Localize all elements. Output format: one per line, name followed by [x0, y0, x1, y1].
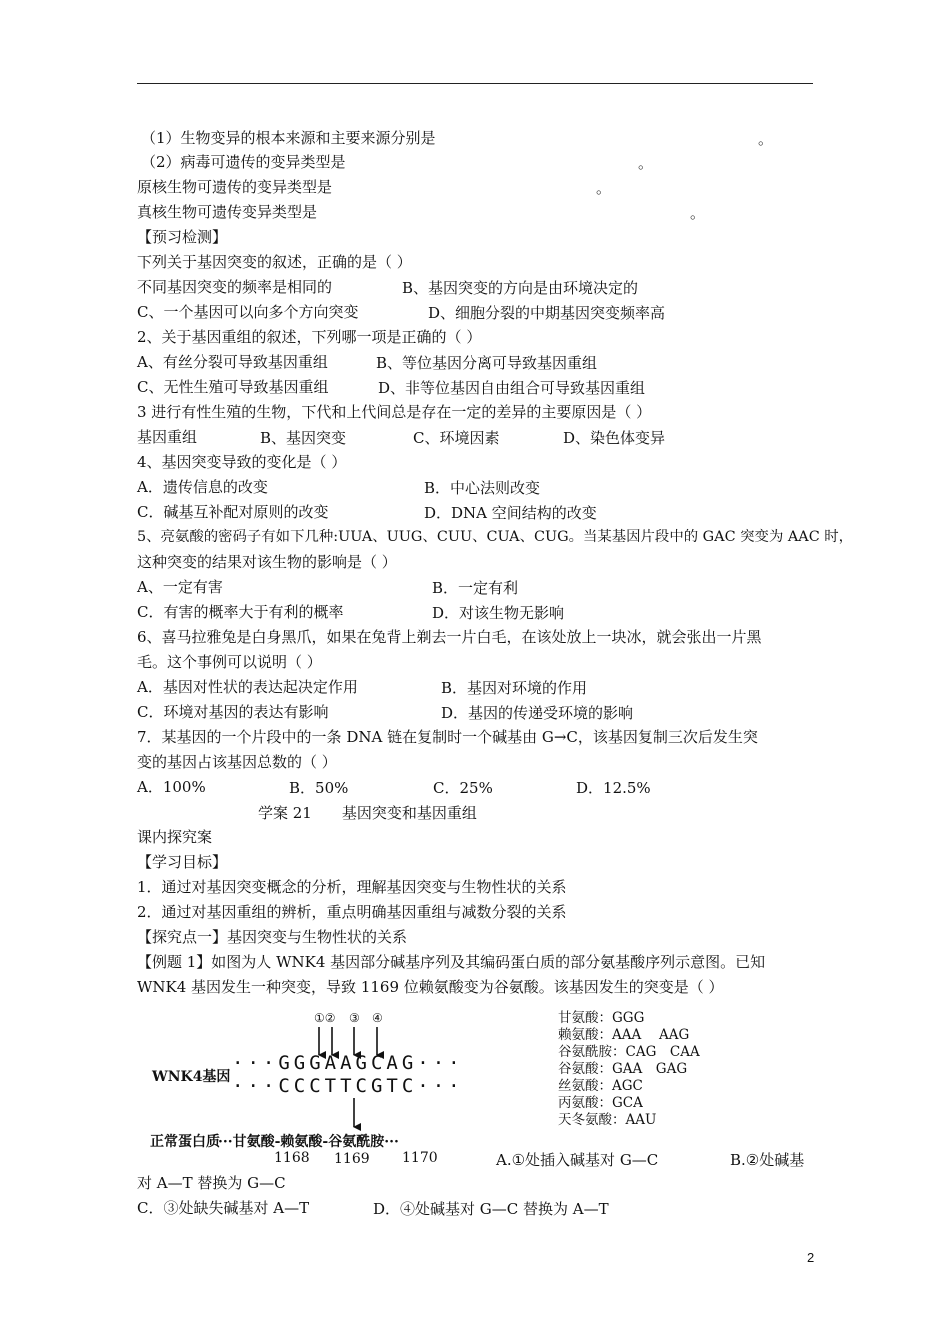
preview-q7-line1: 7．某基因的一个片段中的一条 DNA 链在复制时一个碱基由 G→C，该基因复制三次后发生突	[137, 728, 758, 746]
dna-strand-bottom: ···CCCTTCGTC···	[232, 1075, 464, 1097]
marker-1-2: ①②	[314, 1011, 336, 1025]
preview-q4: 4、基因突变导致的变化是（ ）	[137, 453, 347, 471]
preview-q1-b: B、基因突变的方向是由环境决定的	[402, 279, 639, 297]
dna-strand-top: ···GGGAAGCAG···	[232, 1052, 464, 1074]
codon-glycine: 甘氨酸：GGG	[558, 1010, 645, 1026]
intro-q3-end: 。	[596, 179, 612, 197]
preview-q7-d: D．12.5%	[576, 779, 651, 797]
preview-q6-a: A．基因对性状的表达起决定作用	[137, 678, 358, 696]
intro-q4: 真核生物可遗传变异类型是	[137, 203, 318, 221]
preview-q5-b: B．一定有利	[432, 579, 519, 597]
intro-q1: （1）生物变异的根本来源和主要来源分别是	[141, 129, 436, 147]
gene-label: WNK4基因	[152, 1069, 231, 1085]
preview-q2-d: D、非等位基因自由组合可导致基因重组	[378, 379, 646, 397]
preview-q3-b: B、基因突变	[260, 429, 347, 447]
preview-q5-line2: 这种突变的结果对该生物的影响是（ ）	[137, 553, 397, 571]
preview-q3-c: C、环境因素	[413, 429, 500, 447]
preview-q3-a: 基因重组	[137, 428, 198, 446]
preview-q6-line1: 6、喜马拉雅兔是白身黑爪，如果在兔背上剃去一片白毛，在该处放上一块冰，就会张出一片黑	[137, 628, 762, 646]
preview-q1-d: D、细胞分裂的中期基因突变频率高	[428, 304, 666, 322]
preview-q1-a: 不同基因突变的频率是相同的	[137, 278, 333, 296]
marker-3: ③	[349, 1011, 360, 1025]
lesson-section: 课内探究案	[137, 828, 213, 846]
preview-q2-b: B、等位基因分离可导致基因重组	[376, 354, 598, 372]
goal-2: 2．通过对基因重组的辨析，重点明确基因重组与减数分裂的关系	[137, 903, 567, 921]
option-c: C．③处缺失碱基对 A—T	[137, 1199, 310, 1217]
preview-q5-c: C．有害的概率大于有利的概率	[137, 603, 344, 621]
goal-1: 1．通过对基因突变概念的分析，理解基因突变与生物性状的关系	[137, 878, 567, 896]
example-1-line2: WNK4 基因发生一种突变，导致 1169 位赖氨酸变为谷氨酸。该基因发生的突变是（ ）	[137, 978, 724, 996]
preview-q2-a: A、有丝分裂可导致基因重组	[137, 353, 328, 371]
preview-q7-c: C．25%	[433, 779, 493, 797]
codon-asparagine: 天冬氨酸：AAU	[558, 1112, 657, 1128]
preview-q2-c: C、无性生殖可导致基因重组	[137, 378, 329, 396]
preview-q2: 2、关于基因重组的叙述，下列哪一项是正确的（ ）	[137, 328, 482, 346]
page-number: 2	[807, 1250, 815, 1265]
intro-q1-end: 。	[758, 130, 774, 148]
intro-q2: （2）病毒可遗传的变异类型是	[141, 153, 346, 171]
option-a: A.①处插入碱基对 G—C	[496, 1151, 659, 1169]
preview-q4-b: B．中心法则改变	[424, 479, 541, 497]
protein-label: 正常蛋白质	[150, 1134, 220, 1150]
example-1-line1: 【例题 1】如图为人 WNK4 基因部分碱基序列及其编码蛋白质的部分氨基酸序列示意图。已知	[137, 953, 766, 971]
intro-q4-end: 。	[690, 204, 706, 222]
preview-q1: 下列关于基因突变的叙述，正确的是（ ）	[137, 253, 412, 271]
codon-glutamine: 谷氨酰胺：CAG CAA	[558, 1044, 700, 1060]
explore-point-1: 【探究点一】基因突变与生物性状的关系	[137, 928, 408, 946]
lesson-title: 学案 21 基因突变和基因重组	[258, 804, 477, 822]
preview-q4-d: D．DNA 空间结构的改变	[424, 504, 597, 522]
preview-q5-a: A、一定有害	[137, 578, 223, 596]
preview-q7-a: A．100%	[137, 778, 206, 796]
codon-serine: 丝氨酸：AGC	[558, 1078, 643, 1094]
codon-alanine: 丙氨酸：GCA	[558, 1095, 643, 1111]
codon-glutamic-acid: 谷氨酸：GAA GAG	[558, 1061, 688, 1077]
position-1169: 1169	[334, 1151, 370, 1167]
preview-q3-d: D、染色体变异	[563, 429, 666, 447]
preview-q7-line2: 变的基因占该基因总数的（ ）	[137, 753, 337, 771]
preview-q6-c: C．环境对基因的表达有影响	[137, 703, 329, 721]
option-b-part1: B.②处碱基	[730, 1151, 805, 1169]
intro-q2-end: 。	[638, 154, 654, 172]
codon-lysine: 赖氨酸：AAA AAG	[558, 1027, 690, 1043]
position-1170: 1170	[402, 1150, 438, 1166]
preview-q6-b: B．基因对环境的作用	[441, 679, 588, 697]
goals-heading: 【学习目标】	[137, 853, 228, 871]
preview-q4-c: C．碱基互补配对原则的改变	[137, 503, 329, 521]
protein-sequence: ···甘氨酸-赖氨酸-谷氨酰胺···	[218, 1134, 399, 1150]
preview-heading: 【预习检测】	[137, 228, 228, 246]
preview-q5-line1: 5、亮氨酸的密码子有如下几种:UUA、UUG、CUU、CUA、CUG。当某基因片段中的 GAC 突变为 AAC 时，	[137, 529, 854, 545]
intro-q3: 原核生物可遗传的变异类型是	[137, 178, 333, 196]
preview-q4-a: A．遗传信息的改变	[137, 478, 268, 496]
option-b-part2: 对 A—T 替换为 G—C	[137, 1174, 286, 1192]
position-1168: 1168	[274, 1150, 310, 1166]
preview-q1-c: C、一个基因可以向多个方向突变	[137, 303, 359, 321]
preview-q5-d: D．对该生物无影响	[432, 604, 565, 622]
preview-q7-b: B．50%	[289, 779, 349, 797]
preview-q6-d: D．基因的传递受环境的影响	[441, 704, 634, 722]
preview-q6-line2: 毛。这个事例可以说明（ ）	[137, 653, 322, 671]
marker-4: ④	[372, 1011, 383, 1025]
option-d: D．④处碱基对 G—C 替换为 A—T	[373, 1200, 609, 1218]
preview-q3: 3 进行有性生殖的生物，下代和上代间总是存在一定的差异的主要原因是（ ）	[137, 403, 652, 421]
